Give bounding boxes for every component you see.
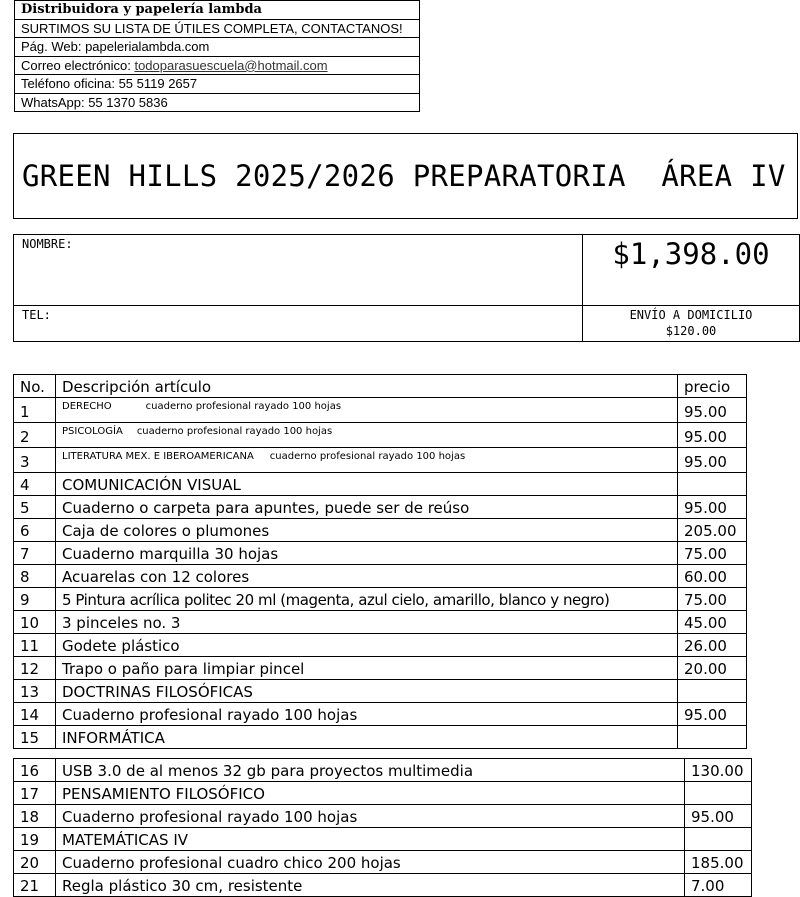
name-field[interactable]: NOMBRE:: [14, 235, 583, 306]
table-header: [14, 375, 747, 398]
item-no: 3: [14, 448, 56, 473]
item-price: 75.00: [678, 588, 747, 611]
item-no: 19: [14, 828, 56, 851]
item-no: 21: [14, 874, 56, 897]
item-price: 20.00: [678, 657, 747, 680]
item-desc: 5 Pintura acrílica politec 20 ml (magenta, azul cielo, amarillo, blanco y negro): [56, 588, 678, 611]
items-table: [13, 374, 747, 749]
item-desc: Caja de colores o plumones: [56, 519, 678, 542]
item-desc: COMUNICACIÓN VISUAL: [56, 473, 678, 496]
item-desc-text: cuaderno profesional rayado 100 hojas: [136, 426, 333, 437]
table-row: [14, 874, 752, 897]
item-no: 14: [14, 703, 56, 726]
item-no: 18: [14, 805, 56, 828]
table-row: [14, 726, 747, 749]
item-price: 130.00: [685, 759, 752, 782]
header-desc: Descripción artículo: [56, 375, 678, 398]
item-no: 8: [14, 565, 56, 588]
item-price: 95.00: [678, 398, 747, 423]
item-price: [678, 726, 747, 749]
table-row: [14, 398, 747, 423]
shipping-cell: [583, 306, 800, 342]
item-price: 95.00: [685, 805, 752, 828]
store-web: Pág. Web: papelerialambda.com: [15, 38, 420, 57]
table-row: [14, 680, 747, 703]
items-table-continued: [13, 758, 752, 897]
item-price: [685, 828, 752, 851]
item-desc: Cuaderno profesional rayado 100 hojas: [56, 805, 685, 828]
item-desc: INFORMÁTICA: [56, 726, 678, 749]
total-price: $1,398.00: [583, 235, 800, 306]
header-no: No.: [14, 375, 56, 398]
item-desc: PENSAMIENTO FILOSÓFICO: [56, 782, 685, 805]
item-desc-text: cuaderno profesional rayado 100 hojas: [145, 401, 342, 412]
store-email-row: [15, 56, 420, 75]
store-name: Distribuidora y papelería lambda: [15, 1, 420, 20]
item-price: 95.00: [678, 496, 747, 519]
item-desc: Cuaderno profesional cuadro chico 200 hojas: [56, 851, 685, 874]
item-price: 75.00: [678, 542, 747, 565]
table-row: [14, 703, 747, 726]
store-phone: Teléfono oficina: 55 5119 2657: [15, 75, 420, 94]
item-price: [678, 473, 747, 496]
item-desc: Cuaderno profesional rayado 100 hojas: [56, 703, 678, 726]
item-no: 17: [14, 782, 56, 805]
item-price: 95.00: [678, 448, 747, 473]
table-row: [14, 542, 747, 565]
table-row: [14, 634, 747, 657]
tel-field[interactable]: TEL:: [14, 306, 583, 342]
item-subject: PSICOLOGÍA: [62, 426, 123, 437]
item-no: 13: [14, 680, 56, 703]
item-desc: Trapo o paño para limpiar pincel: [56, 657, 678, 680]
item-desc: Godete plástico: [56, 634, 678, 657]
item-price: 7.00: [685, 874, 752, 897]
item-price: 45.00: [678, 611, 747, 634]
item-price: 60.00: [678, 565, 747, 588]
item-no: 11: [14, 634, 56, 657]
item-desc: USB 3.0 de al menos 32 gb para proyectos multimedia: [56, 759, 685, 782]
item-price: 95.00: [678, 703, 747, 726]
item-subject: DERECHO: [62, 401, 112, 412]
item-desc: Cuaderno o carpeta para apuntes, puede ser de reúso: [56, 496, 678, 519]
item-desc: Cuaderno marquilla 30 hojas: [56, 542, 678, 565]
item-no: 6: [14, 519, 56, 542]
item-desc: Acuarelas con 12 colores: [56, 565, 678, 588]
item-desc-text: cuaderno profesional rayado 100 hojas: [269, 451, 466, 462]
shipping-price: $120.00: [665, 324, 717, 338]
table-row: [14, 657, 747, 680]
table-row: [14, 496, 747, 519]
table-row: [14, 423, 747, 448]
item-no: 1: [14, 398, 56, 423]
item-no: 10: [14, 611, 56, 634]
email-label: Correo electrónico:: [21, 57, 135, 73]
item-no: 2: [14, 423, 56, 448]
header-price: precio: [678, 375, 747, 398]
item-price: 95.00: [678, 423, 747, 448]
table-row: [14, 611, 747, 634]
item-price: 205.00: [678, 519, 747, 542]
item-desc: [56, 398, 678, 423]
item-price: 185.00: [685, 851, 752, 874]
item-desc: MATEMÁTICAS IV: [56, 828, 685, 851]
store-tagline: SURTIMOS SU LISTA DE ÚTILES COMPLETA, CONTACTANOS!: [15, 19, 420, 38]
table-row: [14, 519, 747, 542]
item-no: 5: [14, 496, 56, 519]
store-info-table: [14, 0, 420, 112]
table-row: [14, 782, 752, 805]
item-desc: DOCTRINAS FILOSÓFICAS: [56, 680, 678, 703]
item-no: 20: [14, 851, 56, 874]
list-title: GREEN HILLS 2025/2026 PREPARATORIA ÁREA IV: [22, 159, 786, 193]
item-price: [685, 782, 752, 805]
table-row: [14, 828, 752, 851]
item-desc: 3 pinceles no. 3: [56, 611, 678, 634]
item-price: 26.00: [678, 634, 747, 657]
table-row: [14, 851, 752, 874]
customer-form: [13, 234, 800, 342]
item-desc: [56, 423, 678, 448]
item-no: 16: [14, 759, 56, 782]
item-no: 9: [14, 588, 56, 611]
item-subject: LITERATURA MEX. E IBEROAMERICANA: [62, 451, 254, 462]
item-no: 7: [14, 542, 56, 565]
table-row: [14, 759, 752, 782]
item-no: 12: [14, 657, 56, 680]
item-desc: Regla plástico 30 cm, resistente: [56, 874, 685, 897]
store-whatsapp: WhatsApp: 55 1370 5836: [15, 93, 420, 112]
shipping-label: ENVÍO A DOMICILIO: [629, 308, 753, 322]
email-link[interactable]: todoparasuescuela@hotmail.com: [134, 57, 328, 73]
item-no: 4: [14, 473, 56, 496]
table-row: [14, 473, 747, 496]
table-row: [14, 448, 747, 473]
table-row: [14, 565, 747, 588]
item-desc: [56, 448, 678, 473]
table-row: [14, 805, 752, 828]
item-price: [678, 680, 747, 703]
table-row: [14, 588, 747, 611]
item-no: 15: [14, 726, 56, 749]
list-title-box: [13, 133, 798, 219]
